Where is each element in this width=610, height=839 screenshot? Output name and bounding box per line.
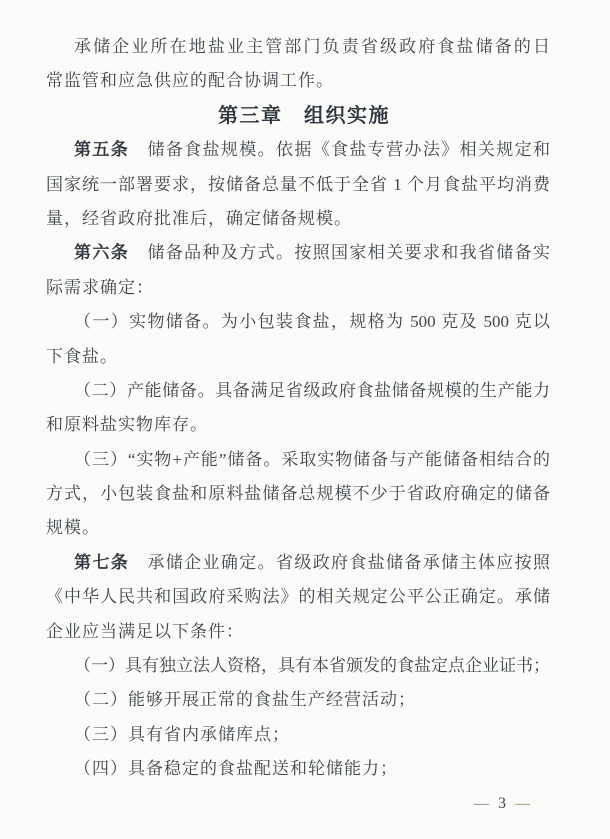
item6-1-line-2: 下食盐。 bbox=[46, 346, 118, 366]
page-number-dash-right: — bbox=[515, 795, 530, 812]
article5-line-2: 国家统一部署要求，按储备总量不低于全省 1 个月食盐平均消费 bbox=[46, 174, 550, 194]
item7-3-line: （三）具有省内承储库点； bbox=[74, 724, 290, 744]
article6-line-2: 际需求确定： bbox=[46, 277, 154, 297]
item6-3-line-1: （三）“实物+产能”储备。采取实物储备与产能储备相结合的 bbox=[74, 449, 550, 469]
article7-line-1-text: 承储企业确定。省级政府食盐储备承储主体应按照 bbox=[129, 552, 551, 572]
item7-4-line: （四）具备稳定的食盐配送和轮储能力； bbox=[74, 759, 398, 779]
article7-label: 第七条 bbox=[74, 552, 130, 572]
item7-2-line: （二）能够开展正常的食盐生产经营活动； bbox=[74, 690, 416, 710]
article7-line-1 bbox=[46, 546, 550, 580]
item6-3-line-2: 方式，小包装食盐和原料盐储备总规模不少于省政府确定的储备 bbox=[46, 484, 550, 504]
article5-line-3: 量，经省政府批准后，确定储备规模。 bbox=[46, 208, 352, 228]
article5-line-1 bbox=[46, 133, 550, 167]
article6-line-1-text: 储备品种及方式。按照国家相关要求和我省储备实 bbox=[129, 243, 551, 263]
item6-2-line-1: （二）产能储备。具备满足省级政府食盐储备规模的生产能力 bbox=[74, 380, 550, 400]
page-number-value: 3 bbox=[498, 794, 506, 812]
article7-line-3: 企业应当满足以下条件： bbox=[46, 621, 244, 641]
chapter-heading: 第三章 组织实施 bbox=[218, 104, 390, 127]
item6-1-line-1: （一）实物储备。为小包装食盐，规格为 500 克及 500 克以 bbox=[74, 312, 550, 332]
item6-3-line-3: 规模。 bbox=[46, 518, 100, 538]
intro-line-2: 常监管和应急供应的配合协调工作。 bbox=[46, 71, 334, 91]
article5-line-1-text: 储备食盐规模。依据《食盐专营办法》相关规定和 bbox=[129, 140, 551, 160]
article7-line-2: 《中华人民共和国政府采购法》的相关规定公平公正确定。承储 bbox=[46, 587, 550, 607]
page-number bbox=[46, 787, 550, 821]
item7-1-line: （一）具有独立法人资格，具有本省颁发的食盐定点企业证书； bbox=[74, 656, 550, 676]
item6-2-line-2: 和原料盐实物库存。 bbox=[46, 415, 208, 435]
intro-line-1: 承储企业所在地盐业主管部门负责省级政府食盐储备的日 bbox=[74, 37, 550, 56]
article6-label: 第六条 bbox=[74, 243, 130, 263]
page-number-dash-left: — bbox=[474, 795, 489, 812]
document-body bbox=[46, 30, 550, 821]
article6-line-1 bbox=[46, 236, 550, 270]
article5-label: 第五条 bbox=[74, 140, 130, 160]
